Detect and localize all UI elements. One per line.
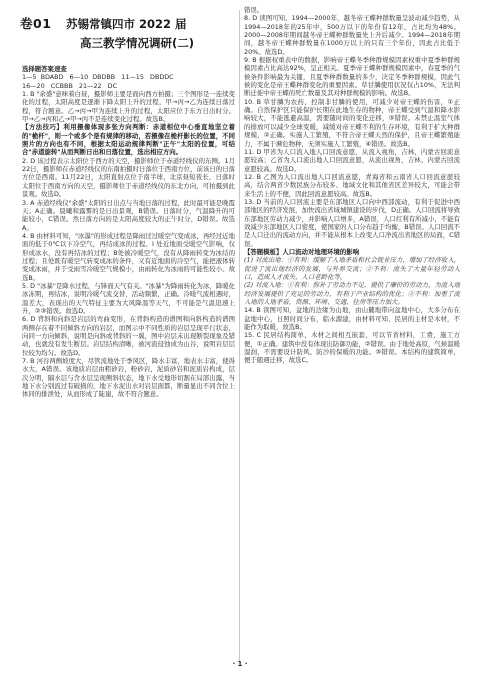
template-paragraph: (2) 对流入地：①有利：弥补了劳动力不足，提供了廉价的劳动力，为流入地经济发展提供了充足的劳动力，有利于产业结构的优化；②不利：加重了流入地的人地矛盾，资源、环境、交通、住房等压力加大。 [244,281,460,307]
explanation-paragraph: 9. B 根据权重表中的数据，影响帝王蝶冬季种群规模因素权重中夏季种群规模因素占比高达92%，呈正相关。夏季帝王蝶种群规模因素中，春夏季的气候条件影响最为关键，且夏季种群数量的多少，决定冬季种群规模，因此气候的变化是帝王蝶种群变化的重要因素。草甘膦使用状况仅占10%，无法判断迁徙中帝王蝶的死亡数量及其对种群规模的影响。故选B。 [244,56,460,98]
explanation-paragraph: 错误。 [244,6,264,14]
explanation-paragraph: 7. B 河谷两侧坡度大，尽管流地处于季风区，降水丰富，地表水丰富，使得水大，A错误。该地质岩层由粗砂岩，粉砂岩，泥质砂岩和泥质岩构成，层次分明，隔水层与含水层呈现侧斜状态，地下水受地形切割在局部出露，当地下水分别流过有破损的，地下水泥出水对岩层面都，断量显出不同含位上体同的排泄处，从而形成了陡崖，故不符合题意。 [22,357,235,399]
right-column [244,6,460,365]
explanation-paragraph: 11. D 甲省为人口流入地人口回流意愿，从流入视角，吉林、内蒙古回流意愿较高；乙省为人口流出地人口回流意愿，从流出视角，吉林、内蒙古回流意愿较高。故选D。 [244,147,460,173]
left-column [20,16,235,399]
explanation-paragraph: 3. A 赤道经线仪"余盛"太阳的日出点与当地日落的过程，此时最可能是晚霞天；A正确。晨曦和露雾的是日出景观，B错误。日落时分，气温降升的可能较小，C错误。然日落方向的是太阳高度较大的正午时分，D错误。故选A。 [22,198,235,232]
answer-template-heading: 【答题模板】人口流动对地理环境的影响 [244,247,360,256]
page-number: · 1 · [232,660,248,668]
explanation-paragraph: 12. B 乙图为人口流出地人口回流意愿，青海省和云南省人口回流意愿较高，结合两省少数民族分布较多、地域文化和其他省区差异较大，可能会带来生活上的不便，因此回流意愿较高。故选B。 [244,172,460,198]
explanation-paragraph: 13. D 当前的人口回流主要是东部地区人口向中西部流动，有利于促进中西部地区的经济发展，加快流出省域城镇建设的步伐，D正确。人口回流将导致东部地区劳动力减少，并影响人口增多，A错误，人口红利有所减小，不能有效减少东部地区人口密度，使国家的人口分布趋于均衡，B错误。人口回流不是人口迁出的流动方向，并不能从根本上改变人口净流出省地区的局面，C错误。 [244,197,460,248]
template-paragraph: (1) 对流出地：①有利：缓解了人地矛盾和社会就业压力，增加了经济收入，促进了流出地经济的发展，与外界交流；②不利：流失了大量年轻劳动人口，造成人才流失，人口老龄化等。 [244,256,460,281]
explanation-paragraph: 2. D 该过程表示太阳位于西方的天空，摄影师位于赤道经线仪的东侧。1月22日，摄影师在赤道经线仪的东南拍摄时日落位于西南方位，前该日的日落方位是西南。11月22日，太阳直射点位于南半球，北京昼短夜长，日落时太阳位于西南方向的天空，摄影师位于赤道经线仪的东北方向，可拍摄到此景观。故选D。 [22,156,235,199]
column-divider [239,10,240,662]
explanation-paragraph: 14. B 读图可知，盆地的边缘为山地，由山麓地带向盆地中心，大多分布在盆地中心，日照时间分布，临水源建，由材料可知，民居的主材是木材，不能作为取暖，故选B。 [244,306,460,332]
answer-key-heading: 选择题答案速查 [22,65,67,73]
explanation-paragraph: 8. D 读图可知，1994—2000年，越冬帝王蝶种群数量呈波动减少趋势，从1994—2018年的25年中，500万以下的年份有12年，占比均为48%。2000—2008年期间越冬帝王蝶种群数量先上升后减少。1994—2018年期间，越冬帝王蝶种群数量在1000万以上的只有三个年份，因此占比低于20%。故选D。 [244,14,460,56]
method-tip: 【方法技巧】利用摄像体现多张方向判断：赤道相位中心垂直地坚立着的"桅杆"，则一个或多个是有规律的移动，若摄像在桅杆影长的位置，不同照片的方向也有不同，根据太阳运动规律判断"正午"太阳的位置，可结合"赤道旋转"从而判断日出和日落位置，选出相应方向。 [22,123,235,157]
paper-title-line1: 苏锡常镇四市 2022 届 [66,17,187,31]
explanation-paragraph: 1. B "余盛"意味着白昼，摄影师主要是面向西方拍摄；三个图形是一连续变化的过程，太阳高度是逐渐下降太阳上升的过程，甲→丙→乙为连续日落过程，符合题意。乙→丙→甲为连续上升的过程，太阳应位于东方日出时分。甲→乙→丙和乙→甲→丙不是连续变化过程。故选B。 [22,90,235,124]
explanation-paragraph: 5. D "冰暴"是降水过程，与锋面天气有关。"冰暴"为降雨转化为冰，降暖化冰冻期，再结冰，说明冷暖气流交替，活动频繁，正确。冷暖气流相遇时，温差大，表现出的天气特征主要为大风降温等天气，不可能是气温迅速上升，②③错误。故选D。 [22,281,235,315]
explanation-paragraph: 10. B 草甘膦为农药，控制非甘膦的使用，可减少对帝王蝶的伤害，①正确。自然保护区只能保护长期在此地生存的物种，帝王蝶受到气温和降水影响较大，不能逃避高温，需要随时间的变化迁移，③错误。未禁止温室气体的排放可以减少全球变暖，减缓对帝王蝶不利的生存环境，有利于扩大种群规模，②正确。实施人工繁殖，不符合帝王蝶天然的保护，且帝王蝶繁殖能力，不属于濒危物种，无须实施人工繁殖，④错误。故选B。 [244,97,460,148]
answer-key-line: 1—5 BDABD 6—10 DBDBB 11—15 DBDDC [22,73,174,82]
explanation-paragraph: 6. D 背斜和向斜是岩层的弯曲变形，在背斜构造的谱图和向斜构造的谱图两侧存在着不同倾斜方向的岩层，而图示中不同性质的岩层呈现平行状态，向同一方向倾斜，说明是向斜或背斜的一翼，图中岩层未出现断裂现象及错动，也就没有发生断层。岩层结构清晰，被河流侵蚀成为山谷，说明岩层层位较为均匀。故选D。 [22,315,235,357]
explanation-paragraph: 4. B 由材料可知，"冰瀑"的形成过程是降雨过过暖空气变成冰，再经过近地面的低于0℃以下冷空气，再结成冰的过程。Ⅰ 处近地面受暖空气影响，仅形成冰水，没有再结冰的过程；B处被冷暖空气，没有从降雨转变为冰结的过程；且处既有暖空气转变成冰的条件，又有近地面的冷空气，能把液体转变成冰雨，并于受雨雪冷暖空气规模小，由雨转化为冰雨的可能性较小。故选B。 [22,231,235,282]
answer-key-line: 16—20 CCBBB 21—22 DC [22,81,118,90]
paper-title-line2: 高三教学情况调研(二) [80,36,195,50]
explanation-paragraph: 15. C 民居结构简单，木材之间相互嵌套，可以节省材料，工费，施工方便，①正确。建筑中没有体现出防御功能，②错误。由于地处高原，气候温暖湿润，不需要设计防风、防沙的保暖的功能。③错误。本结构的建筑简单，便于随遇迁移，故选C。 [244,331,460,365]
paper-header [20,16,235,62]
paper-label: 卷01 [20,16,52,31]
